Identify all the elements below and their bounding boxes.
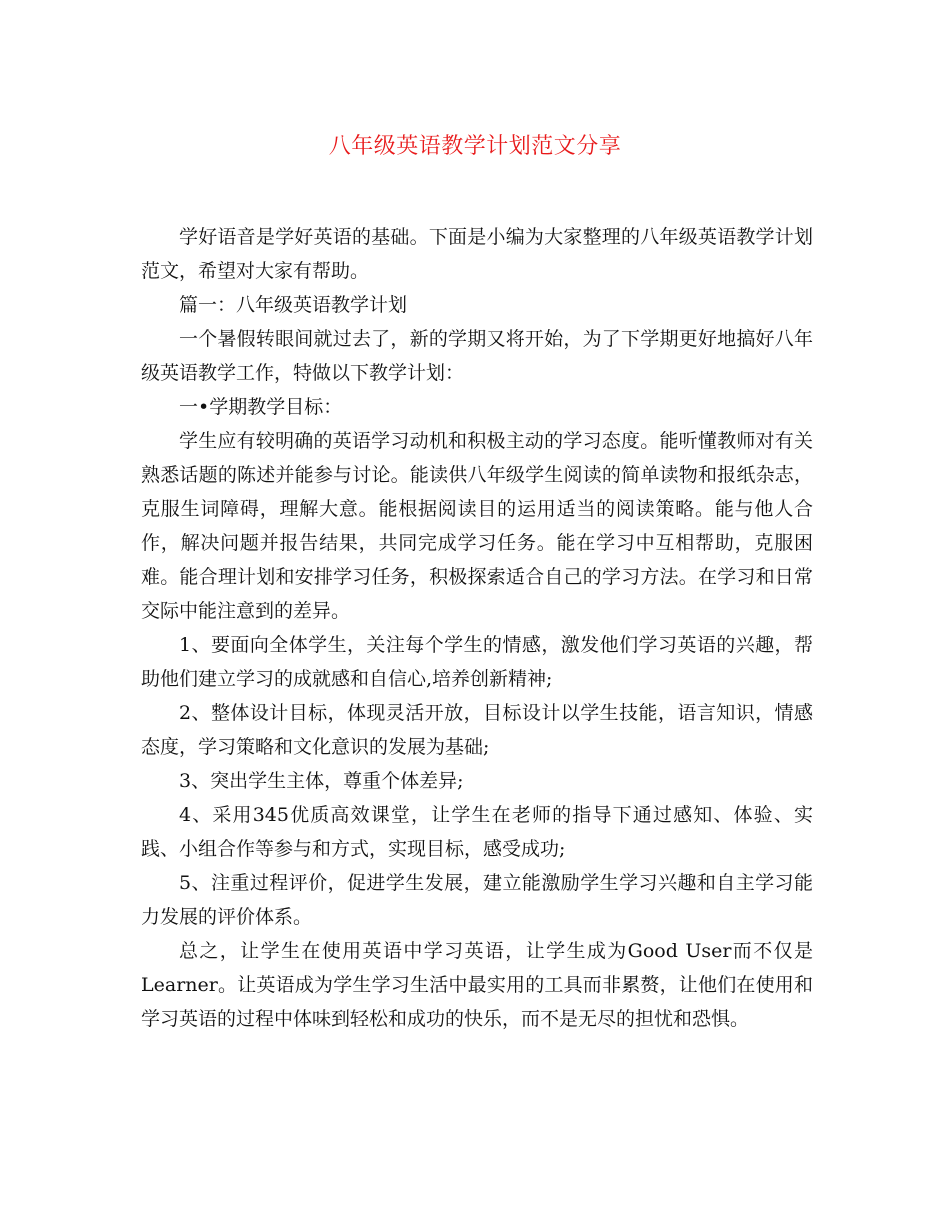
page-title: 八年级英语教学计划范文分享 xyxy=(328,134,622,159)
conclusion-paragraph: 总之，让学生在使用英语中学习英语，让学生成为Good User而不仅是Learner。让英语成为学生学习生活中最实用的工具而非累赘，让他们在使用和学习英语的过程中体味到轻松和成功的快乐，而不是无尽的担忧和恐惧。 xyxy=(141,940,813,1030)
list-item: 5、注重过程评价，促进学生发展，建立能激励学生学习兴趣和自主学习能力发展的评价体系。 xyxy=(141,872,813,928)
subsection-heading: 一•学期教学目标： xyxy=(179,396,343,418)
body-paragraph: 一个暑假转眼间就过去了，新的学期又将开始，为了下学期更好地搞好八年级英语教学工作，特做以下教学计划： xyxy=(141,328,813,384)
document-body xyxy=(141,220,813,1036)
list-item: 1、要面向全体学生，关注每个学生的情感，激发他们学习英语的兴趣，帮助他们建立学习的成就感和自信心,培养创新精神; xyxy=(141,634,813,690)
list-item: 2、整体设计目标，体现灵活开放，目标设计以学生技能，语言知识，情感态度，学习策略和文化意识的发展为基础; xyxy=(141,702,813,758)
list-item: 4、采用345优质高效课堂，让学生在老师的指导下通过感知、体验、实践、小组合作等参与和方式，实现目标，感受成功; xyxy=(141,804,813,860)
list-item: 3、突出学生主体，尊重个体差异; xyxy=(179,770,464,792)
section-heading: 篇一：八年级英语教学计划 xyxy=(179,294,408,316)
intro-paragraph: 学好语音是学好英语的基础。下面是小编为大家整理的八年级英语教学计划范文，希望对大家有帮助。 xyxy=(141,226,813,282)
body-paragraph: 学生应有较明确的英语学习动机和积极主动的学习态度。能听懂教师对有关熟悉话题的陈述并能参与讨论。能读供八年级学生阅读的简单读物和报纸杂志，克服生词障碍，理解大意。能根据阅读目的运用适当的阅读策略。能与他人合作，解决问题并报告结果，共同完成学习任务。能在学习中互相帮助，克服困难。能合理计划和安排学习任务，积极探索适合自己的学习方法。在学习和日常交际中能注意到的差异。 xyxy=(141,430,813,622)
